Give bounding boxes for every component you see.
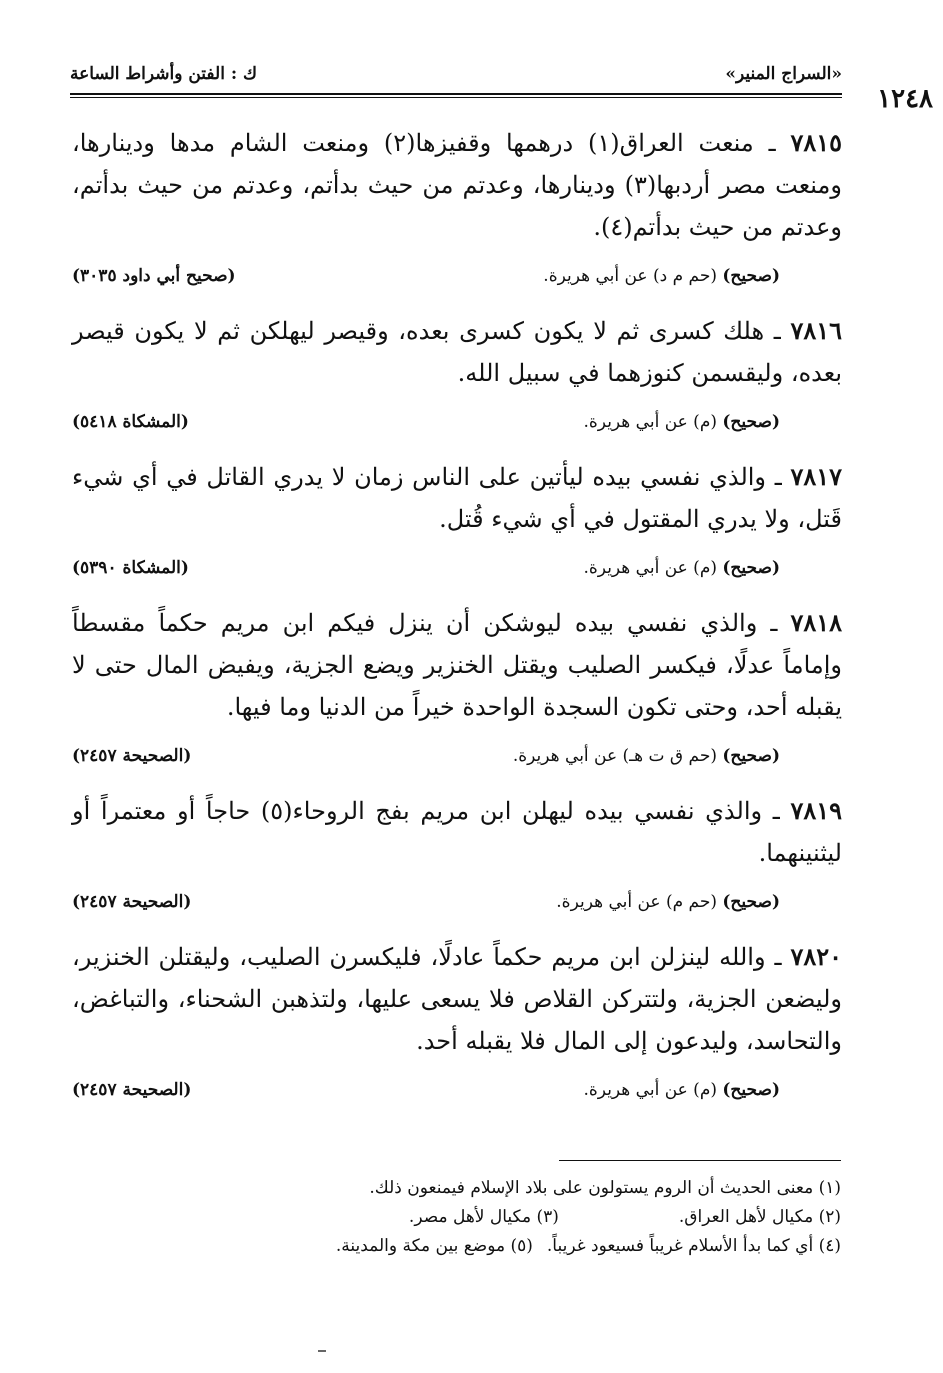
grade-line bbox=[584, 558, 781, 578]
source-reference: (المشكاة ٥٤١٨) bbox=[72, 412, 189, 432]
hadith-text: والذي نفسي بيده ليهلن ابن مريم بفج الروحاء(٥) حاجاً أو معتمراً أو ليثنينهما. bbox=[72, 797, 842, 867]
hadith-body: ٧٨١٧ ـ والذي نفسي بيده ليأتين على الناس زمان لا يدري القاتل في أي شيء قَتل، ولا يدري المقتول في أي شيء قُتل. bbox=[72, 462, 842, 533]
hadith-entry bbox=[72, 310, 842, 444]
footnotes bbox=[101, 1174, 841, 1261]
hadith-number: ٧٨١٦ bbox=[790, 316, 842, 345]
source-reference: (صحيح أبي داود ٣٠٣٥) bbox=[72, 266, 236, 286]
footnote-2: (٢) مكيال لأهل العراق. bbox=[678, 1207, 841, 1227]
source-reference: (الصحيحة ٢٤٥٧) bbox=[72, 892, 192, 912]
hadith-entry bbox=[72, 790, 842, 924]
hadith-text: منعت العراق(١) درهمها وقفيزها(٢) ومنعت الشام مدها ودينارها، ومنعت مصر أردبها(٣) ودينارها، وعدتم من حيث بدأتم، وعدتم من حيث بدأتم، وعدتم من حيث بدأتم(٤). bbox=[72, 129, 842, 241]
hadith-entry bbox=[72, 936, 842, 1112]
footnote-line bbox=[101, 1203, 841, 1232]
hadith-grading bbox=[72, 550, 842, 590]
footnote-line bbox=[101, 1174, 841, 1203]
grade-label: (صحيح) bbox=[722, 1080, 780, 1100]
hadith-grading bbox=[72, 1072, 842, 1112]
hadith-body: ٧٨٢٠ ـ والله لينزلن ابن مريم حكماً عادلًا، فليكسرن الصليب، وليقتلن الخنزير، وليضعن الجزية، ولتتركن القلاص فلا يسعى عليها، ولتذهبن الشحناء، والتباغض، والتحاسد، وليدعون إلى المال فلا يقبله أحد. bbox=[72, 942, 842, 1055]
source-reference: (الصحيحة ٢٤٥٧) bbox=[72, 1080, 192, 1100]
source-reference: (الصحيحة ٢٤٥٧) bbox=[72, 746, 192, 766]
grade-label: (صحيح) bbox=[722, 746, 780, 766]
footnote-1: (١) معنى الحديث أن الروم يستولون على بلاد الإسلام فيمنعون ذلك. bbox=[369, 1178, 841, 1198]
hadith-grading bbox=[72, 884, 842, 924]
chapter-title: ك : الفتن وأشراط الساعة bbox=[70, 64, 258, 84]
hadith-entry bbox=[72, 602, 842, 778]
grade-line bbox=[513, 746, 780, 766]
footnote-3: (٣) مكيال لأهل مصر. bbox=[408, 1207, 559, 1227]
narration: (حم ق ت هـ) عن أبي هريرة. bbox=[512, 746, 717, 766]
grade-line bbox=[556, 892, 780, 912]
hadith-entry bbox=[72, 122, 842, 298]
grade-label: (صحيح) bbox=[722, 412, 780, 432]
hadith-text: والذي نفسي بيده ليأتين على الناس زمان لا يدري القاتل في أي شيء قَتل، ولا يدري المقتول في أي شيء قُتل. bbox=[72, 463, 842, 533]
source-reference: (المشكاة ٥٣٩٠) bbox=[72, 558, 189, 578]
grade-line bbox=[584, 1080, 781, 1100]
grade-label: (صحيح) bbox=[722, 266, 780, 286]
hadith-entry bbox=[72, 456, 842, 590]
hadith-body: ٧٨١٦ ـ هلك كسرى ثم لا يكون كسرى بعده، وقيصر ليهلكن ثم لا يكون قيصر بعده، وليقسمن كنوزهما في سبيل الله. bbox=[72, 316, 842, 387]
hadith-text: هلك كسرى ثم لا يكون كسرى بعده، وقيصر ليهلكن ثم لا يكون قيصر بعده، وليقسمن كنوزهما في سبيل الله. bbox=[72, 317, 842, 387]
grade-label: (صحيح) bbox=[722, 558, 780, 578]
page-number: ١٢٤٨ bbox=[877, 84, 933, 114]
hadith-number: ٧٨١٩ bbox=[790, 796, 843, 825]
grade-label: (صحيح) bbox=[722, 892, 780, 912]
hadith-grading bbox=[72, 738, 842, 778]
hadith-text: والذي نفسي بيده ليوشكن أن ينزل فيكم ابن مريم حكماً مقسطاً وإماماً عدلًا، فيكسر الصليب ويقتل الخنزير ويضع الجزية، ويفيض المال حتى لا يقبله أحد، وحتى تكون السجدة الواحدة خيراً من الدنيا وما فيها. bbox=[72, 609, 842, 721]
footnote-line bbox=[101, 1232, 841, 1261]
narration: (م) عن أبي هريرة. bbox=[583, 1080, 717, 1100]
hadith-grading bbox=[72, 258, 842, 298]
hadith-number: ٧٨٢٠ bbox=[790, 942, 842, 971]
running-header bbox=[70, 56, 842, 92]
hadith-number: ٧٨١٥ bbox=[790, 128, 842, 157]
hadith-number: ٧٨١٧ bbox=[790, 462, 842, 491]
header-rule-thin bbox=[70, 97, 842, 98]
narration: (حم م د) عن أبي هريرة. bbox=[543, 266, 717, 286]
hadith-body: ٧٨١٨ ـ والذي نفسي بيده ليوشكن أن ينزل فيكم ابن مريم حكماً مقسطاً وإماماً عدلًا، فيكسر الصليب ويقتل الخنزير ويضع الجزية، ويفيض المال حتى لا يقبله أحد، وحتى تكون السجدة الواحدة خيراً من الدنيا وما فيها. bbox=[72, 608, 842, 721]
hadith-grading bbox=[72, 404, 842, 444]
narration: (حم م) عن أبي هريرة. bbox=[556, 892, 717, 912]
hadith-list bbox=[72, 122, 842, 1124]
footnote-5: (٥) موضع بين مكة والمدينة. bbox=[335, 1236, 533, 1256]
narration: (م) عن أبي هريرة. bbox=[583, 412, 717, 432]
grade-line bbox=[543, 266, 780, 286]
book-title: «السراج المنير» bbox=[725, 64, 842, 84]
narration: (م) عن أبي هريرة. bbox=[583, 558, 717, 578]
hadith-number: ٧٨١٨ bbox=[790, 608, 842, 637]
hadith-text: والله لينزلن ابن مريم حكماً عادلًا، فليكسرن الصليب، وليقتلن الخنزير، وليضعن الجزية، ولتتركن القلاص فلا يسعى عليها، ولتذهبن الشحناء، والتباغض، والتحاسد، وليدعون إلى المال فلا يقبله أحد. bbox=[72, 943, 842, 1055]
page-mark bbox=[318, 1350, 326, 1352]
hadith-body: ٧٨١٥ ـ منعت العراق(١) درهمها وقفيزها(٢) ومنعت الشام مدها ودينارها، ومنعت مصر أردبها(٣) ودينارها، وعدتم من حيث بدأتم، وعدتم من حيث بدأتم، وعدتم من حيث بدأتم(٤). bbox=[72, 128, 842, 241]
footnote-4: (٤) أي كما بدأ الأسلام غريباً فسيعود غريباً. bbox=[546, 1236, 841, 1256]
footnote-separator bbox=[559, 1160, 841, 1161]
grade-line bbox=[584, 412, 781, 432]
header-rule bbox=[70, 93, 842, 95]
hadith-body: ٧٨١٩ ـ والذي نفسي بيده ليهلن ابن مريم بفج الروحاء(٥) حاجاً أو معتمراً أو ليثنينهما. bbox=[72, 796, 843, 867]
